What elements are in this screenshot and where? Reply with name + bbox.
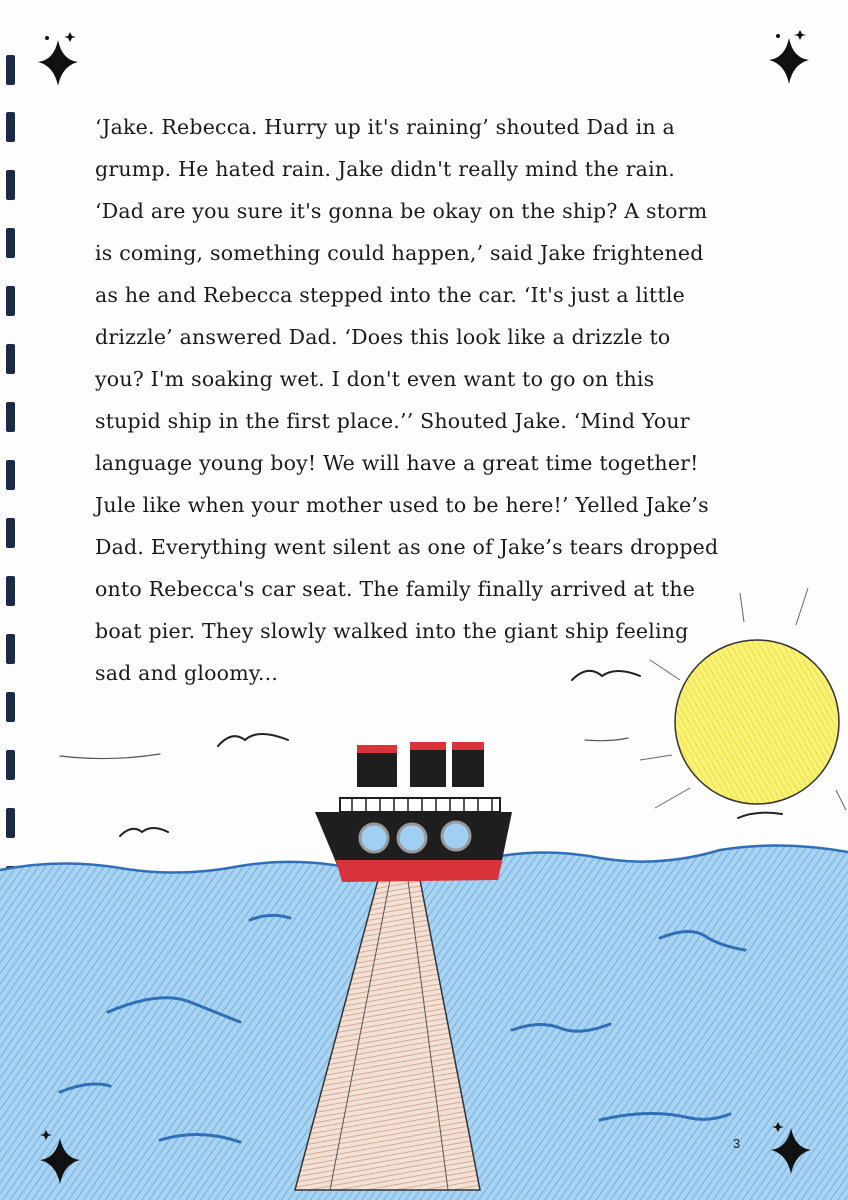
star-icon (38, 32, 78, 86)
seagull-icon (218, 734, 288, 746)
star-icon (769, 30, 809, 84)
story-text: ‘Jake. Rebecca. Hurry up it's raining’ shouted Dad in a grump. He hated rain. Jake didn't really mind the rain. ‘Dad are you sure it's gonna be okay on the ship? A storm is coming, something could happen,’ said Jake frightened as he and Rebecca stepped into the car. ‘It's just a little drizzle’ answered Dad. ‘Does this look like a drizzle to you? I'm soaking wet. I don't even want to go on this stupid ship in the first place.’’ Shouted Jake. ‘Mind Your language young boy! We will have a great time together! Jule like when your mother used to be here!’ Yelled Jake’s Dad. Everything went silent as one of Jake’s tears dropped onto Rebecca's car seat. The family finally arrived at the boat pier. They slowly walked into the giant ship feeling sad and gloomy... (95, 115, 719, 685)
page-number: 3 (733, 1136, 741, 1151)
seagull-icon (738, 813, 782, 818)
seagull-icon (120, 828, 168, 836)
ship-icon (315, 742, 512, 882)
